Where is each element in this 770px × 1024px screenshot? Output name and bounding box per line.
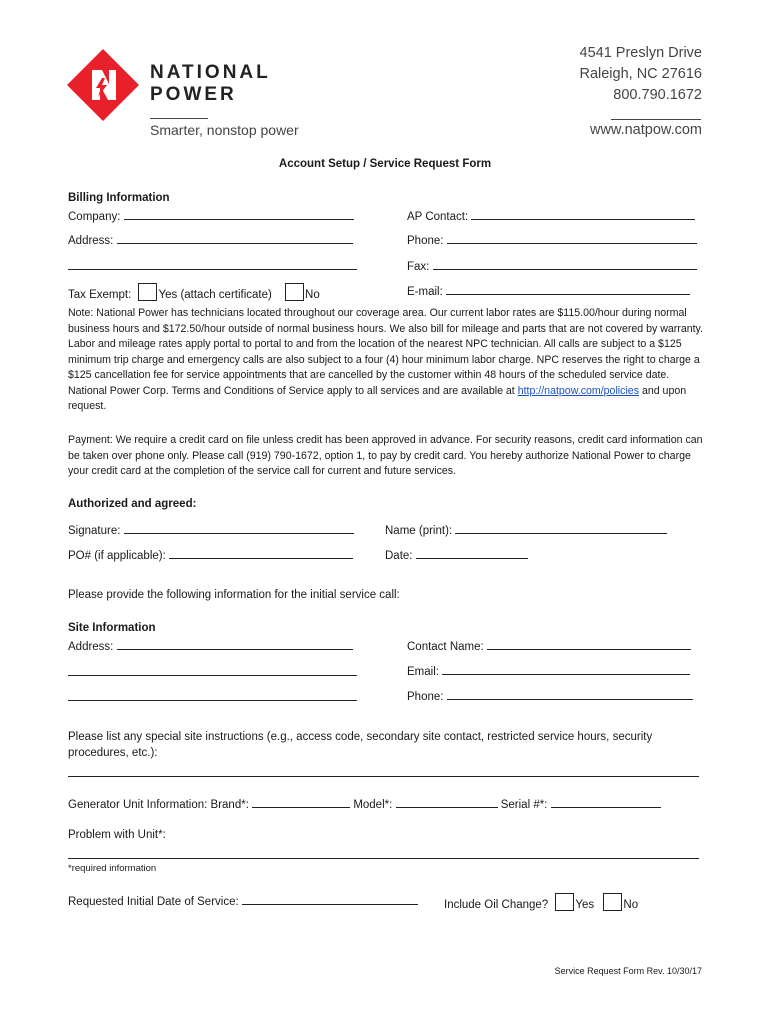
site-phone-row: [407, 688, 693, 703]
billing-address-field[interactable]: [117, 232, 353, 244]
site-address-row: [68, 638, 353, 653]
model-field[interactable]: [396, 796, 498, 808]
site-phone-field[interactable]: [447, 688, 693, 700]
contact-name-label: Contact Name:: [407, 641, 484, 653]
company-row: [68, 208, 354, 223]
ap-contact-row: [407, 208, 695, 223]
billing-email-row: [407, 283, 690, 298]
note-tail: and upon request.: [68, 384, 687, 412]
site-email-row: [407, 663, 690, 678]
billing-phone-label: Phone:: [407, 235, 444, 247]
site-address-line2[interactable]: [68, 675, 357, 676]
billing-phone-row: [407, 232, 697, 247]
billing-address-line2[interactable]: [68, 269, 357, 270]
company-logo: [66, 48, 140, 122]
required-note: *required information: [68, 863, 157, 874]
contact-name-field[interactable]: [487, 638, 691, 650]
billing-email-label: E-mail:: [407, 286, 443, 298]
date-row: [385, 547, 528, 562]
billing-phone-field[interactable]: [447, 232, 697, 244]
model-label: Model*:: [353, 799, 393, 811]
initial-call-prompt: Please provide the following information for the initial service call:: [68, 589, 400, 601]
national-power-logo-icon: [66, 48, 140, 122]
site-address-field[interactable]: [117, 638, 353, 650]
oil-change-label: Include Oil Change?: [444, 899, 549, 911]
payment-paragraph: Payment: We require a credit card on file unless credit has been approved in advance. For security reasons, credit card information can be taken over phone only. Please call (919) 790-1672, option 1, to pay by credit card. You hereby authorize National Power to charge your credit card at the completion of the service call for current and future services.: [68, 434, 703, 477]
address-street: 4541 Preslyn Drive: [579, 45, 702, 61]
oil-change-yes-label: Yes: [575, 899, 595, 911]
requested-date-label: Requested Initial Date of Service:: [68, 896, 239, 908]
policies-link[interactable]: http://natpow.com/policies: [517, 384, 639, 397]
po-field[interactable]: [169, 547, 353, 559]
tax-exempt-no-checkbox[interactable]: [285, 283, 304, 301]
site-address-line3[interactable]: [68, 700, 357, 701]
billing-fax-row: [407, 258, 697, 273]
instructions-field[interactable]: [68, 776, 699, 777]
site-address-label: Address:: [68, 641, 114, 653]
instructions-prompt: Please list any special site instructions (e.g., access code, secondary site contact, restricted service hours, security procedures, etc.):: [68, 731, 653, 759]
website-rule: [611, 119, 701, 120]
oil-change-no-label: No: [623, 899, 639, 911]
po-label: PO# (if applicable):: [68, 550, 166, 562]
billing-email-field[interactable]: [446, 283, 690, 295]
site-phone-label: Phone:: [407, 691, 444, 703]
company-field[interactable]: [124, 208, 354, 220]
serial-label: Serial #*:: [500, 799, 548, 811]
tagline: Smarter, nonstop power: [150, 122, 299, 138]
signature-row: [68, 522, 354, 537]
serial-field[interactable]: [551, 796, 661, 808]
ap-contact-field[interactable]: [471, 208, 695, 220]
form-title: Account Setup / Service Request Form: [278, 158, 492, 170]
date-field[interactable]: [416, 547, 528, 559]
tax-exempt-row: [68, 283, 320, 301]
contact-name-row: [407, 638, 691, 653]
problem-label: Problem with Unit*:: [68, 829, 166, 841]
brand-label: Generator Unit Information: Brand*:: [68, 799, 249, 811]
billing-fax-field[interactable]: [433, 258, 697, 270]
name-print-field[interactable]: [455, 522, 667, 534]
tax-exempt-yes-label: Yes (attach certificate): [158, 289, 272, 301]
tax-exempt-no-label: No: [305, 289, 320, 301]
name-print-label: Name (print):: [385, 525, 453, 537]
authorized-heading: Authorized and agreed:: [68, 498, 197, 510]
company-website: www.natpow.com: [589, 122, 702, 138]
ap-contact-label: AP Contact:: [407, 211, 469, 223]
site-email-label: Email:: [407, 666, 439, 678]
note-paragraph: [68, 306, 708, 415]
footer-revision: Service Request Form Rev. 10/30/17: [554, 966, 702, 976]
tax-exempt-label: Tax Exempt:: [68, 289, 132, 301]
generator-row: [68, 796, 661, 811]
company-phone: 800.790.1672: [613, 87, 702, 103]
billing-heading: Billing Information: [68, 192, 170, 204]
oil-change-yes-checkbox[interactable]: [555, 893, 574, 911]
tagline-rule: [150, 118, 208, 119]
oil-change-row: [444, 893, 638, 911]
requested-date-row: [68, 893, 418, 908]
billing-address-label: Address:: [68, 235, 114, 247]
billing-fax-label: Fax:: [407, 261, 430, 273]
address-city: Raleigh, NC 27616: [579, 66, 702, 82]
requested-date-field[interactable]: [242, 893, 418, 905]
signature-label: Signature:: [68, 525, 121, 537]
oil-change-no-checkbox[interactable]: [603, 893, 622, 911]
brand-field[interactable]: [252, 796, 350, 808]
company-label: Company:: [68, 211, 121, 223]
problem-field[interactable]: [68, 858, 699, 859]
signature-field[interactable]: [124, 522, 354, 534]
date-label: Date:: [385, 550, 413, 562]
name-print-row: [385, 522, 667, 537]
site-email-field[interactable]: [442, 663, 690, 675]
tax-exempt-yes-checkbox[interactable]: [138, 283, 157, 301]
company-address: [579, 43, 702, 106]
po-row: [68, 547, 353, 562]
billing-address-row: [68, 232, 353, 247]
note-text: Note: National Power has technicians located throughout our coverage area. Our current labor rates are $115.00/hour during normal business hours and $172.50/hour outside of normal business hours. We also bill for mileage and parts that are not covered by warranty. Labor and mileage rates apply portal to portal to and from the location of the nearest NPC technician. All calls are subject to a $125 minimum trip charge and emergency calls are also subject to a four (4) hour minimum labor charge. NPC reserves the right to charge a $125 cancellation fee for service appointments that are cancelled by the customer within 48 hours of the scheduled service date. National Power Corp. Terms and Conditions of Service apply to all services and are available at: [68, 307, 704, 397]
brand-line1: NATIONAL: [150, 62, 271, 83]
brand-line2: POWER: [150, 84, 237, 105]
site-heading: Site Information: [68, 622, 156, 634]
